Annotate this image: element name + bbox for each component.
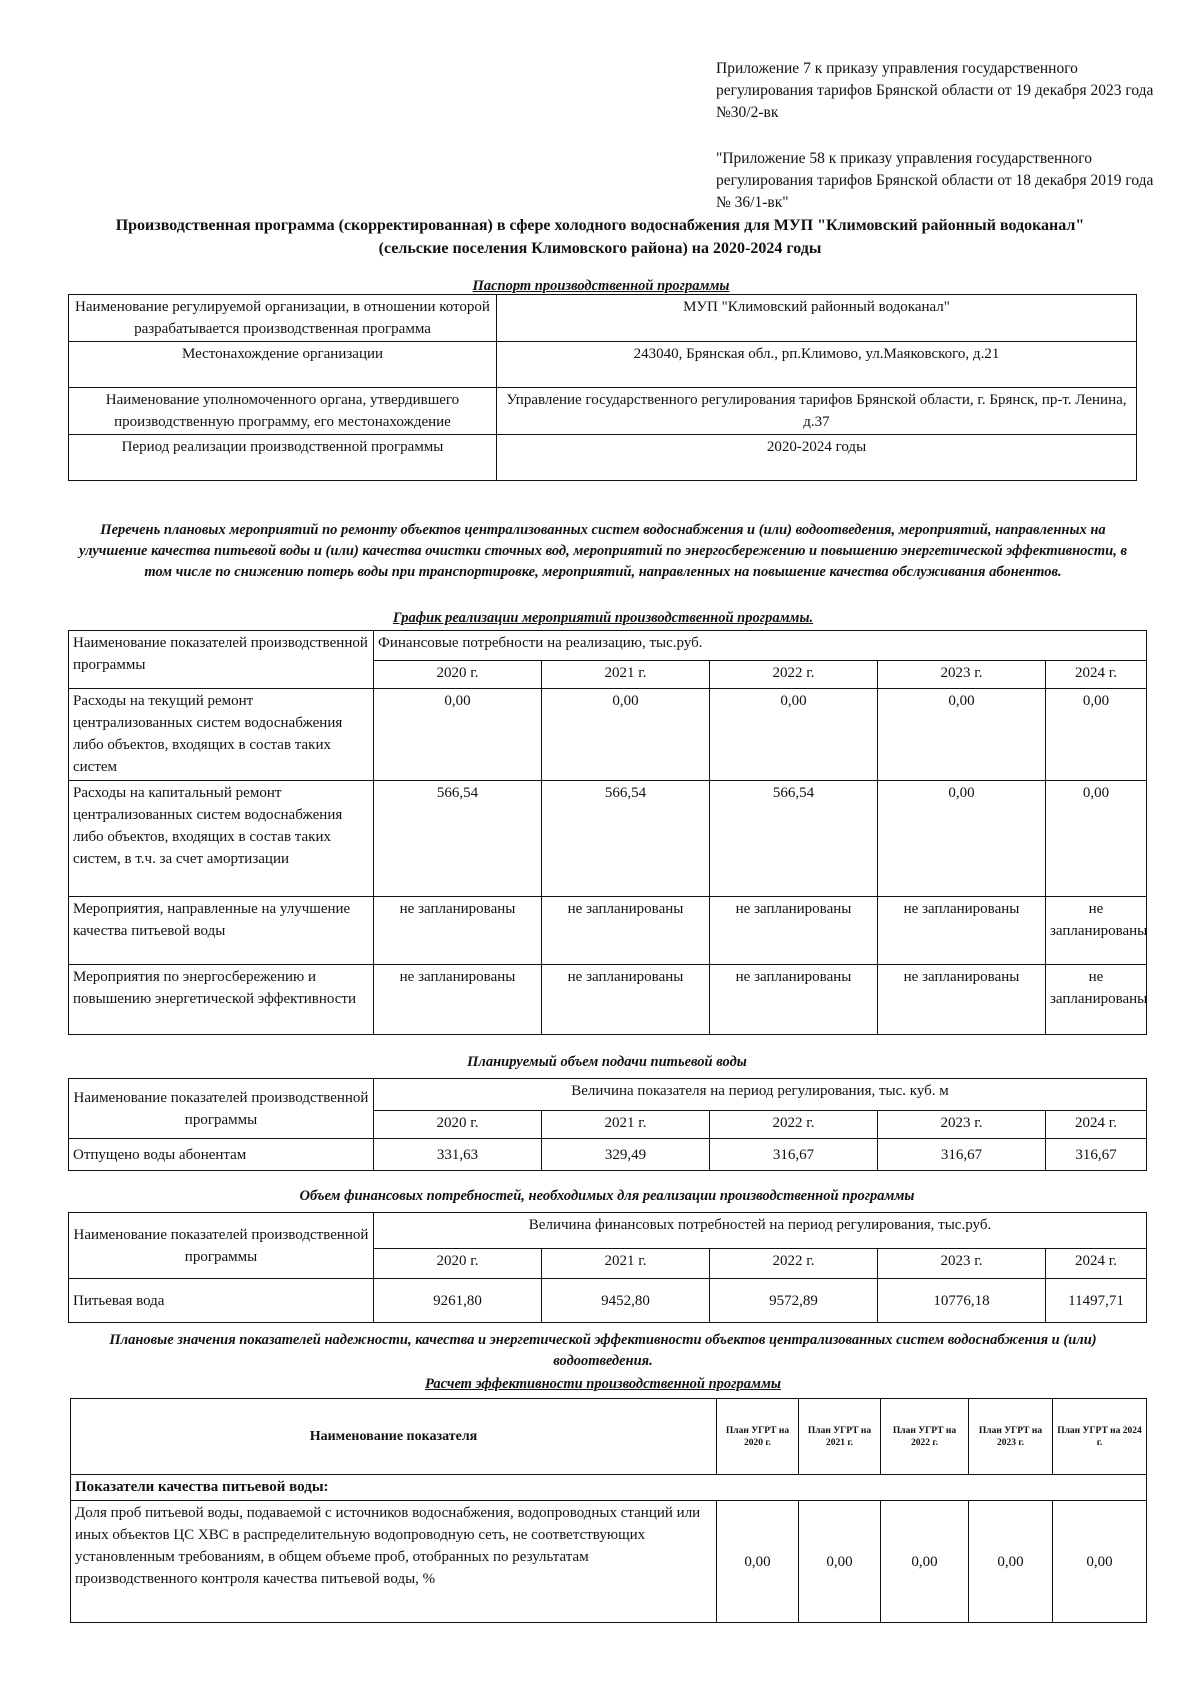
year-header: 2023 г. <box>878 1249 1046 1279</box>
table-row <box>69 1279 1147 1323</box>
year-header: 2022 г. <box>710 1111 878 1139</box>
plan-col-header: План УГРТ на 2023 г. <box>969 1399 1053 1475</box>
supply-value: 316,67 <box>710 1139 878 1171</box>
year-header: 2020 г. <box>374 1111 542 1139</box>
passport-value: МУП "Климовский районный водоканал" <box>497 295 1137 342</box>
passport-row <box>69 388 1137 435</box>
year-header: 2020 г. <box>374 661 542 689</box>
finance-value: 11497,71 <box>1046 1279 1147 1323</box>
measure-label: Мероприятия по энергосбережению и повышению энергетической эффективности <box>69 965 374 1035</box>
year-header: 2021 г. <box>542 1111 710 1139</box>
supply-head-group: Величина показателя на период регулирования, тыс. куб. м <box>374 1079 1147 1111</box>
table-row <box>69 1139 1147 1171</box>
measure-value: не запланированы <box>878 897 1046 965</box>
finance-value: 9452,80 <box>542 1279 710 1323</box>
passport-value: 243040, Брянская обл., рп.Климово, ул.Маяковского, д.21 <box>497 342 1137 388</box>
measure-value: 0,00 <box>878 689 1046 781</box>
year-header: 2022 г. <box>710 1249 878 1279</box>
finance-value: 9261,80 <box>374 1279 542 1323</box>
measure-value: 566,54 <box>542 781 710 897</box>
measure-value: 0,00 <box>1046 781 1147 897</box>
measure-value: 566,54 <box>710 781 878 897</box>
efficiency-row-label: Доля проб питьевой воды, подаваемой с источников водоснабжения, водопроводных станций или иных объектов ЦС ХВС в распределительную водопроводную сеть, не соответствующих установленным требованиям, в общем объеме проб, отобранных по результатам производственного контроля качества питьевой воды, % <box>71 1501 717 1623</box>
efficiency-value: 0,00 <box>799 1501 881 1623</box>
passport-row <box>69 435 1137 481</box>
measure-value: не запланированы <box>710 965 878 1035</box>
measure-value: 0,00 <box>542 689 710 781</box>
measure-value: не запланированы <box>1046 965 1147 1035</box>
efficiency-value: 0,00 <box>881 1501 969 1623</box>
measure-label: Мероприятия, направленные на улучшение качества питьевой воды <box>69 897 374 965</box>
measures-head-group: Финансовые потребности на реализацию, тыс.руб. <box>374 631 1147 661</box>
supply-value: 316,67 <box>1046 1139 1147 1171</box>
passport-value: Управление государственного регулирования тарифов Брянской области, г. Брянск, пр-т. Ленина, д.37 <box>497 388 1137 435</box>
year-header: 2023 г. <box>878 661 1046 689</box>
passport-label: Наименование уполномоченного органа, утвердившего производственную программу, его местонахождение <box>69 388 497 435</box>
measure-value: не запланированы <box>710 897 878 965</box>
year-header: 2022 г. <box>710 661 878 689</box>
supply-value: 331,63 <box>374 1139 542 1171</box>
measure-label: Расходы на капитальный ремонт централизованных систем водоснабжения либо объектов, входящих в состав таких систем, в т.ч. за счет амортизации <box>69 781 374 897</box>
measure-value: 0,00 <box>1046 689 1147 781</box>
table-row <box>69 965 1147 1035</box>
document-title: Производственная программа (скорректированная) в сфере холодного водоснабжения для МУП "Климовский районный водоканал" (сельские поселения Климовского района) на 2020-2024 годы <box>115 217 1085 257</box>
table-row <box>69 689 1147 781</box>
measure-value: 0,00 <box>878 781 1046 897</box>
passport-label: Местонахождение организации <box>69 342 497 388</box>
measure-label: Расходы на текущий ремонт централизованных систем водоснабжения либо объектов, входящих в состав таких систем <box>69 689 374 781</box>
supply-value: 329,49 <box>542 1139 710 1171</box>
plan-col-header: План УГРТ на 2021 г. <box>799 1399 881 1475</box>
supply-row-label: Отпущено воды абонентам <box>69 1139 374 1171</box>
measure-value: 0,00 <box>710 689 878 781</box>
passport-label: Наименование регулируемой организации, в отношении которой разрабатывается производственная программа <box>69 295 497 342</box>
appendix-7-note: Приложение 7 к приказу управления государственного регулирования тарифов Брянской области от 19 декабря 2023 года №30/2-вк <box>716 60 1154 121</box>
passport-row <box>69 342 1137 388</box>
plan-col-header: План УГРТ на 2022 г. <box>881 1399 969 1475</box>
table-row <box>71 1501 1147 1623</box>
efficiency-value: 0,00 <box>969 1501 1053 1623</box>
table-row <box>69 897 1147 965</box>
year-header: 2021 г. <box>542 1249 710 1279</box>
measures-head-label: Наименование показателей производственной программы <box>69 631 374 689</box>
measure-value: не запланированы <box>542 897 710 965</box>
measures-table <box>68 630 1147 1035</box>
passport-row <box>69 295 1137 342</box>
year-header: 2023 г. <box>878 1111 1046 1139</box>
efficiency-head-label: Наименование показателя <box>71 1399 717 1475</box>
table-row <box>69 781 1147 897</box>
efficiency-value: 0,00 <box>717 1501 799 1623</box>
year-header: 2020 г. <box>374 1249 542 1279</box>
measure-value: не запланированы <box>374 897 542 965</box>
year-header: 2024 г. <box>1046 1111 1147 1139</box>
efficiency-value: 0,00 <box>1053 1501 1147 1623</box>
supply-caption: Планируемый объем подачи питьевой воды <box>467 1054 747 1070</box>
measures-subcaption: График реализации мероприятий производственной программы. <box>392 610 814 626</box>
finance-head-group: Величина финансовых потребностей на период регулирования, тыс.руб. <box>374 1213 1147 1249</box>
year-header: 2021 г. <box>542 661 710 689</box>
measure-value: не запланированы <box>374 965 542 1035</box>
supply-table <box>68 1078 1147 1171</box>
finance-caption: Объем финансовых потребностей, необходимых для реализации производственной программы <box>299 1188 915 1204</box>
measure-value: не запланированы <box>1046 897 1147 965</box>
finance-value: 9572,89 <box>710 1279 878 1323</box>
finance-table <box>68 1212 1147 1323</box>
finance-row-label: Питьевая вода <box>69 1279 374 1323</box>
plan-col-header: План УГРТ на 2020 г. <box>717 1399 799 1475</box>
supply-head-label: Наименование показателей производственной программы <box>69 1079 374 1139</box>
year-header: 2024 г. <box>1046 1249 1147 1279</box>
efficiency-caption: Плановые значения показателей надежности, качества и энергетической эффективности объектов централизованных систем водоснабжения и (или) водоотведения. <box>109 1332 1097 1369</box>
appendix-58-note: "Приложение 58 к приказу управления государственного регулирования тарифов Брянской области от 18 декабря 2019 года № 36/1-вк" <box>716 150 1154 211</box>
passport-table <box>68 294 1137 481</box>
efficiency-table <box>70 1398 1147 1623</box>
plan-col-header: План УГРТ на 2024 г. <box>1053 1399 1147 1475</box>
passport-value: 2020-2024 годы <box>497 435 1137 481</box>
measure-value: не запланированы <box>878 965 1046 1035</box>
passport-caption: Паспорт производственной программы <box>472 278 730 294</box>
measures-caption: Перечень плановых мероприятий по ремонту объектов централизованных систем водоснабжения и (или) водоотведения, мероприятий, направленных на улучшение качества питьевой воды и (или) качества очистки сточных вод, мероприятий по энергосбережению и повышению энергетической эффективности, в том числе по снижению потерь воды при транспортировке, мероприятий, направленных на повышение качества обслуживания абонентов. <box>79 522 1127 580</box>
supply-value: 316,67 <box>878 1139 1046 1171</box>
finance-head-label: Наименование показателей производственной программы <box>69 1213 374 1279</box>
passport-label: Период реализации производственной программы <box>69 435 497 481</box>
measure-value: не запланированы <box>542 965 710 1035</box>
year-header: 2024 г. <box>1046 661 1147 689</box>
measure-value: 566,54 <box>374 781 542 897</box>
efficiency-subcaption: Расчет эффективности производственной программы <box>425 1376 781 1392</box>
measure-value: 0,00 <box>374 689 542 781</box>
efficiency-section-label: Показатели качества питьевой воды: <box>71 1475 1147 1501</box>
finance-value: 10776,18 <box>878 1279 1046 1323</box>
